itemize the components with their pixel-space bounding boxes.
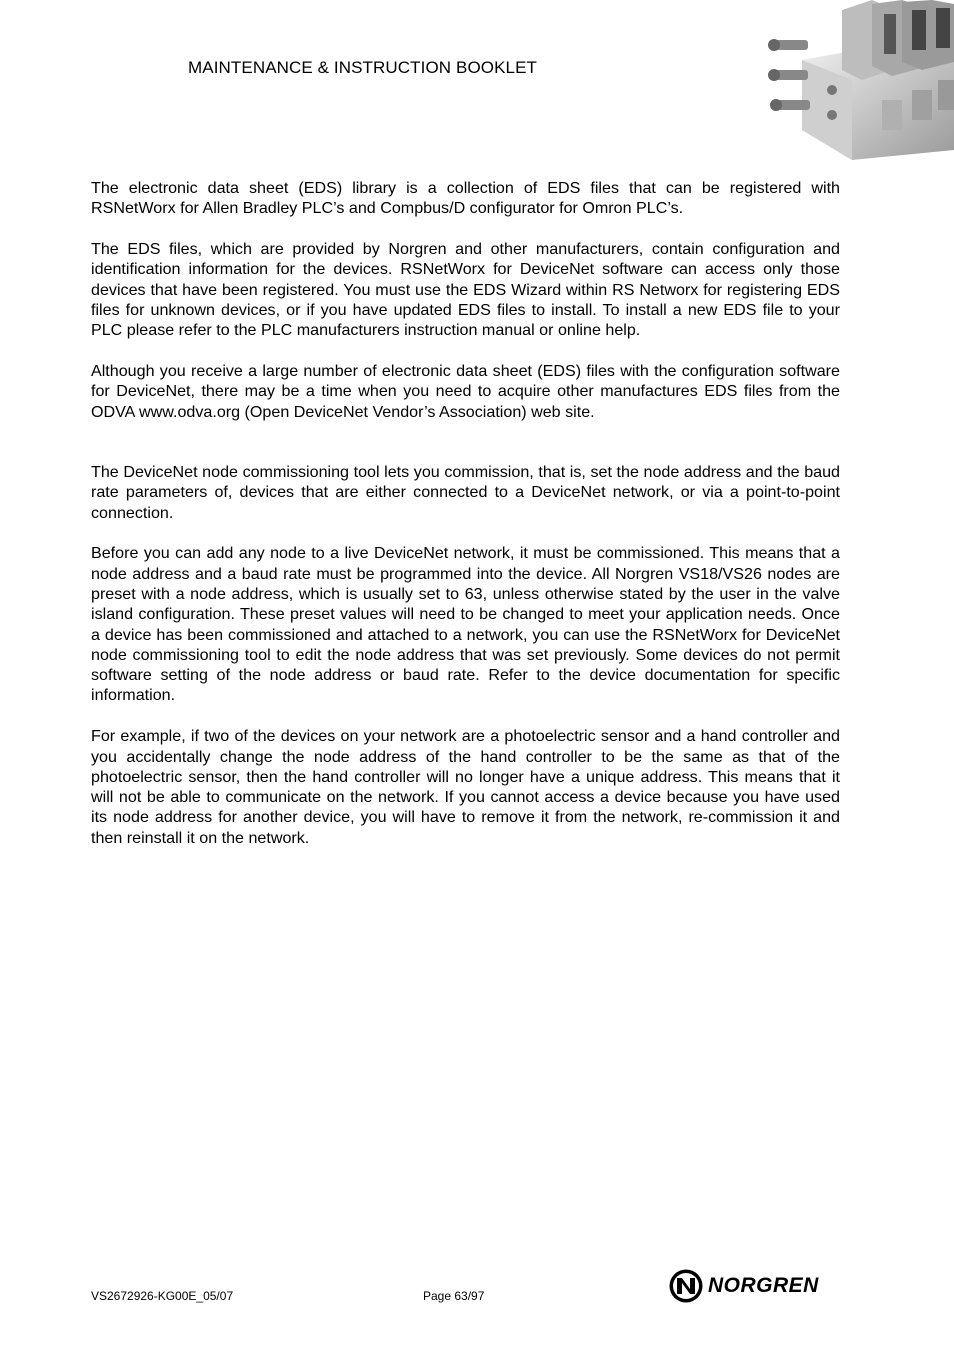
norgren-logo (668, 1268, 842, 1304)
paragraph-example: For example, if two of the devices on your network are a photoelectric sensor and a hand controller and you accidentally change the node address of the hand controller to be the same as that of the photoelectric sensor, then the hand controller will no longer have a unique address. This means that it will not be able to communicate on the network. If you cannot access a device because you have used its node address for another device, you will have to remove it from the network, re-commission it and then reinstall it on the network. (91, 727, 840, 847)
logo-wordmark: NORGREN (708, 1274, 819, 1297)
footer-page-number: Page 63/97 (423, 1289, 485, 1303)
page-header-title: MAINTENANCE & INSTRUCTION BOOKLET (188, 58, 538, 77)
paragraph-odva: Although you receive a large number of electronic data sheet (EDS) files with the configuration software for DeviceNet, there may be a time when you need to acquire other manufactures EDS files from the ODVA www.odva.org (Open DeviceNet Vendor’s Association) web site. (91, 362, 840, 421)
valve-island-photo-icon (762, 0, 954, 160)
body-text (91, 178, 840, 869)
paragraph-commissioning-tool: The DeviceNet node commissioning tool lets you commission, that is, set the node address and the baud rate parameters of, devices that are either connected to a DeviceNet network, or via a point-to-point connection. (91, 462, 840, 522)
norgren-logo-icon (668, 1268, 704, 1304)
paragraph-eds-files: The EDS files, which are provided by Norgren and other manufacturers, contain configuration and identification information for the devices. RSNetWorx for DeviceNet software can access only those devices that have been registered. You must use the EDS Wizard within RS Networx for registering EDS files for unknown devices, or if you have updated EDS files to install. To install a new EDS file to your PLC please refer to the PLC manufacturers instruction manual or online help. (91, 240, 840, 340)
footer-doc-number: VS2672926-KG00E_05/07 (91, 1289, 234, 1303)
paragraph-commissioning: Before you can add any node to a live DeviceNet network, it must be commissioned. This means that a node address and a baud rate must be programmed into the device. All Norgren VS18/VS26 nodes are preset with a node address, which is usually set to 63, unless otherwise stated by the user in the valve island configuration. These preset values will need to be changed to meet your application needs. Once a device has been commissioned and attached to a network, you can use the RSNetWorx for DeviceNet node commissioning tool to edit the node address that was set previously. Some devices do not permit software setting of the node address or baud rate. Refer to the device documentation for specific information. (91, 544, 840, 705)
paragraph-eds-library: The electronic data sheet (EDS) library is a collection of EDS files that can be registered with RSNetWorx for Allen Bradley PLC’s and Compbus/D configurator for Omron PLC’s. (91, 179, 840, 218)
